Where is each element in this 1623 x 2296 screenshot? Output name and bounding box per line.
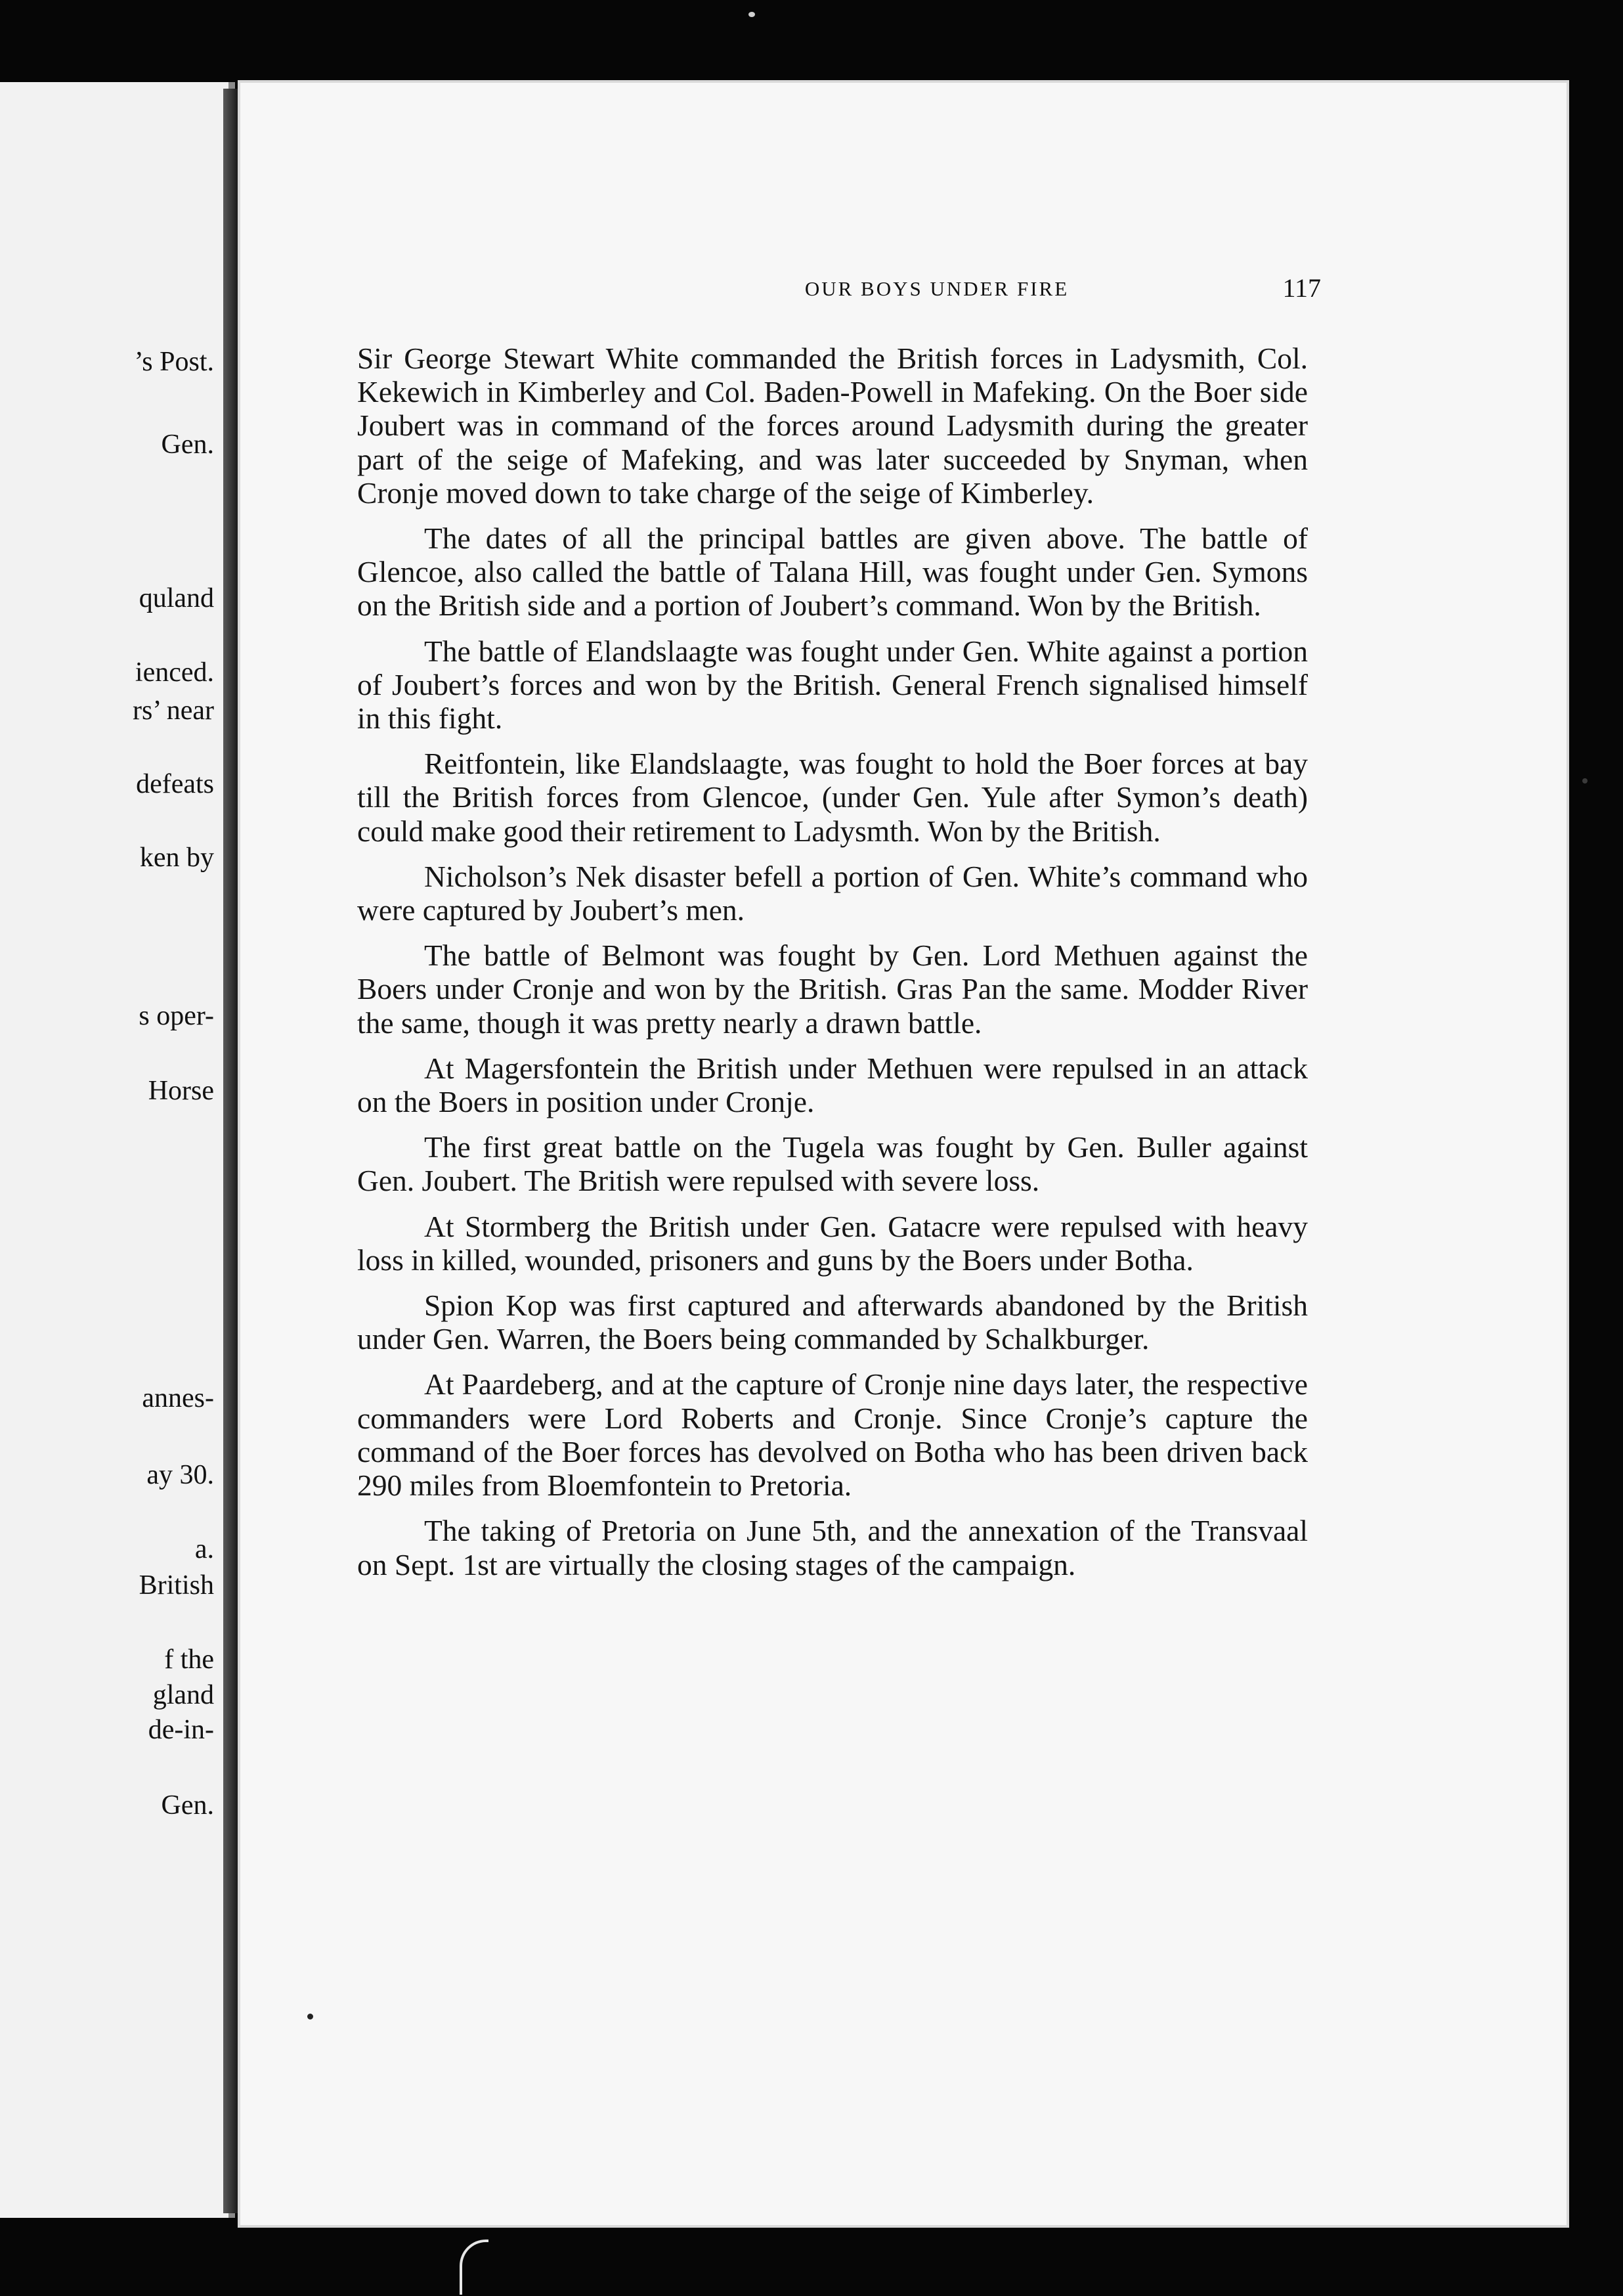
left-page-fragment: ay 30.: [146, 1460, 214, 1490]
right-page: [238, 80, 1569, 2228]
left-page-fragment: f the: [164, 1645, 214, 1675]
left-page-fragment: a.: [194, 1534, 214, 1564]
page-number: 117: [1282, 273, 1321, 303]
paragraph: The taking of Pretoria on June 5th, and the annexation of the Transvaal on Sept. 1st are virtually the closing stages of the campaign.: [357, 1514, 1308, 1581]
paragraph: The dates of all the principal battles are given above. The battle of Glencoe, also called the battle of Talana Hill, was fought under Gen. Symons on the British side and a portion of Joubert’s command. Won by the British.: [357, 521, 1308, 623]
ink-speck: [307, 2014, 313, 2020]
paragraph: At Magersfontein the British under Methuen were repulsed in an attack on the Boers in position under Cronje.: [357, 1051, 1308, 1119]
scan-speck: [748, 12, 755, 17]
running-head: OUR BOYS UNDER FIRE: [804, 277, 1070, 300]
left-page-fragment: s oper-: [139, 1001, 214, 1031]
paragraph: The first great battle on the Tugela was fought by Gen. Buller against Gen. Joubert. The British were repulsed with severe loss.: [357, 1130, 1308, 1198]
paragraph: The battle of Belmont was fought by Gen. Lord Methuen against the Boers under Cronje and won by the British. Gras Pan the same. Modder River the same, though it was pretty nearly a drawn battle.: [357, 938, 1308, 1040]
paragraph: At Paardeberg, and at the capture of Cronje nine days later, the respective commanders were Lord Roberts and Cronje. Since Cronje’s capture the command of the Boer forces has devolved on Botha who has been driven back 290 miles from Bloemfontein to Pretoria.: [357, 1367, 1308, 1503]
left-page: [0, 82, 235, 2218]
left-page-fragment: Horse: [148, 1076, 214, 1106]
paragraph: Reitfontein, like Elandslaagte, was fought to hold the Boer forces at bay till the British forces from Glencoe, (under Gen. Yule after Symon’s death) could make good their retirement to Ladysmth. Won by the British.: [357, 747, 1308, 848]
left-page-fragment: de-in-: [148, 1715, 214, 1745]
left-page-fragment: quland: [139, 583, 214, 613]
page-clip-mark: [460, 2240, 488, 2295]
left-page-fragment: annes-: [142, 1383, 214, 1413]
left-page-fragment: ken by: [139, 843, 214, 873]
scan-speck: [1582, 778, 1588, 784]
paragraph: Sir George Stewart White commanded the British forces in Ladysmith, Col. Kekewich in Kimberley and Col. Baden-Powell in Mafeking. On the Boer side Joubert was in command of the forces around Ladysmith during the greater part of the seige of Mafeking, and was later succeeded by Snyman, when Cronje moved down to take charge of the seige of Kimberley.: [357, 342, 1308, 510]
left-page-fragment: gland: [152, 1680, 214, 1710]
paragraph: Spion Kop was first captured and afterwards abandoned by the British under Gen. Warren, the Boers being commanded by Schalkburger.: [357, 1289, 1308, 1356]
paragraph: The battle of Elandslaagte was fought under Gen. White against a portion of Joubert’s forces and won by the British. General French signalised himself in this fight.: [357, 634, 1308, 736]
left-page-fragment: British: [139, 1570, 214, 1601]
left-page-fragment: ’s Post.: [134, 347, 214, 377]
left-page-fragment: ienced.: [135, 657, 214, 688]
paragraph: Nicholson’s Nek disaster befell a portion of Gen. White’s command who were captured by Joubert’s men.: [357, 859, 1308, 927]
page-gutter-shadow: [223, 89, 238, 2213]
left-page-fragment: rs’ near: [133, 695, 214, 726]
left-page-fragment: defeats: [136, 769, 214, 799]
left-page-fragment: Gen.: [161, 430, 214, 460]
body-text: [357, 342, 1308, 1593]
left-page-fragment: Gen.: [161, 1790, 214, 1821]
paragraph: At Stormberg the British under Gen. Gatacre were repulsed with heavy loss in killed, wounded, prisoners and guns by the Boers under Botha.: [357, 1209, 1308, 1277]
